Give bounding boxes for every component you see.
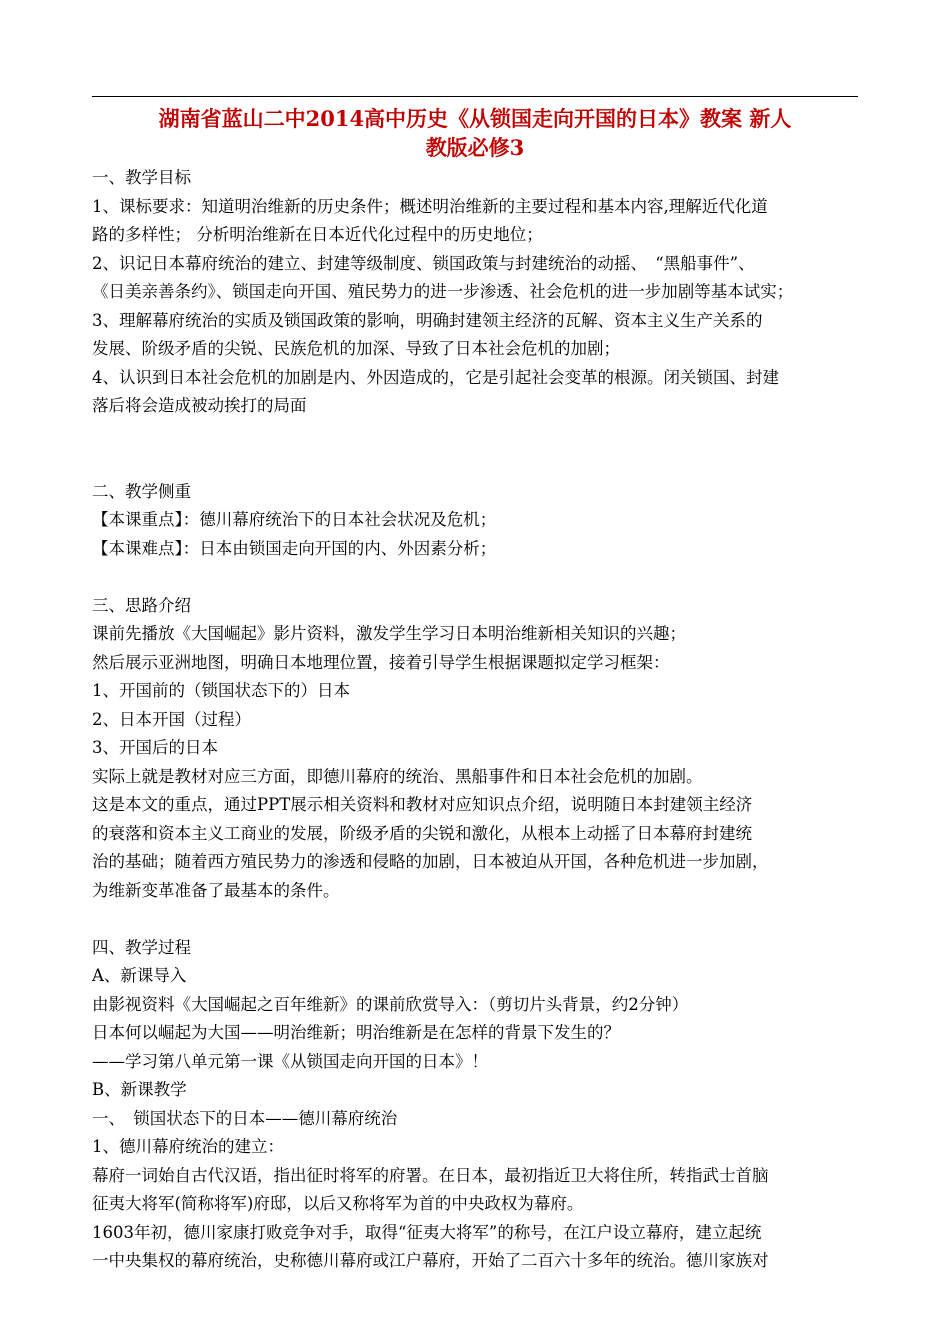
blank-line — [92, 563, 872, 592]
paragraph-line: 为维新变革准备了最基本的条件。 — [92, 880, 340, 900]
header-rule — [92, 96, 858, 97]
document-title — [92, 104, 858, 161]
paragraph-line: 路的多样性； 分析明治维新在日本近代化过程中的历史地位； — [92, 225, 543, 244]
paragraph-line: 1603年初，德川家康打败竞争对手，取得“征夷大将军”的称号，在江户设立幕府，建立起统 — [92, 1222, 762, 1242]
title-line-1: 湖南省蓝山二中2014高中历史《从锁国走向开国的日本》教案 新人 — [158, 106, 792, 131]
paragraph-line: 3、理解幕府统治的实质及锁国政策的影响，明确封建领主经济的瓦解、资本主义生产关系的 — [92, 310, 763, 330]
section-heading-process: 四、教学过程 — [92, 937, 191, 957]
section-heading-approach: 三、思路介绍 — [92, 595, 191, 615]
subheading: 1、德川幕府统治的建立： — [92, 1137, 284, 1156]
title-line-2: 教版必修3 — [425, 134, 525, 160]
paragraph-line: 征夷大将军(简称将军)府邸，以后又称将军为首的中央政权为幕府。 — [92, 1194, 584, 1213]
subheading: A、新课导入 — [92, 966, 187, 985]
paragraph-line: 1、课标要求：知道明治维新的历史条件；概述明治维新的主要过程和基本内容,理解近代化道 — [92, 196, 768, 216]
paragraph-line: ——学习第八单元第一课《从锁国走向开国的日本》！ — [92, 1051, 488, 1071]
paragraph-line: 的衰落和资本主义工商业的发展，阶级矛盾的尖锐和激化，从根本上动摇了日本幕府封建统 — [92, 823, 752, 843]
paragraph-line: 发展、阶级矛盾的尖锐、民族危机的加深、导致了日本社会危机的加剧； — [92, 339, 620, 358]
paragraph-line: 4、认识到日本社会危机的加剧是内、外因造成的，它是引起社会变革的根源。闭关锁国、封建 — [92, 367, 779, 387]
blank-line — [92, 905, 872, 934]
blank-line — [92, 449, 872, 478]
list-item: 2、日本开国（过程） — [92, 709, 251, 729]
paragraph-line: 幕府一词始自古代汉语，指出征时将军的府署。在日本，最初指近卫大将住所，转指武士首脑 — [92, 1165, 769, 1185]
paragraph-line: 一中央集权的幕府统治，史称德川幕府或江户幕府，开始了二百六十多年的统治。德川家族对 — [92, 1251, 769, 1270]
paragraph-line: 实际上就是教材对应三方面，即德川幕府的统治、黑船事件和日本社会危机的加剧。 — [92, 766, 703, 786]
paragraph-line: 落后将会造成被动挨打的局面 — [92, 396, 307, 415]
blank-line — [92, 421, 872, 450]
section-heading-focus: 二、教学侧重 — [92, 481, 191, 501]
paragraph-line: 治的基础；随着西方殖民势力的渗透和侵略的加剧，日本被迫从开国，各种危机进一步加剧， — [92, 852, 769, 871]
paragraph-line: 《日美亲善条约》、锁国走向开国、殖民势力的进一步渗透、社会危机的进一步加剧等基本试实； — [92, 282, 794, 301]
document-body — [92, 164, 872, 1276]
key-point-line: 【本课重点】：德川幕府统治下的日本社会状况及危机； — [92, 510, 497, 529]
paragraph-line: 由影视资料《大国崛起之百年维新》的课前欣赏导入：（剪切片头背景，约2分钟） — [92, 994, 689, 1014]
list-item: 3、开国后的日本 — [92, 738, 218, 757]
paragraph-line: 然后展示亚洲地图，明确日本地理位置，接着引导学生根据课题拟定学习框架： — [92, 652, 670, 672]
section-heading-goals: 一、教学目标 — [92, 168, 191, 187]
difficulty-line: 【本课难点】：日本由锁国走向开国的内、外因素分析； — [92, 538, 497, 558]
paragraph-line: 这是本文的重点，通过PPT展示相关资料和教材对应知识点介绍，说明随日本封建领主经济 — [92, 795, 753, 814]
paragraph-line: 课前先播放《大国崛起》影片资料，激发学生学习日本明治维新相关知识的兴趣； — [92, 624, 686, 643]
list-item: 1、开国前的（锁国状态下的）日本 — [92, 681, 350, 700]
paragraph-line: 日本何以崛起为大国——明治维新；明治维新是在怎样的背景下发生的？ — [92, 1023, 620, 1042]
paragraph-line: 2、识记日本幕府统治的建立、封建等级制度、锁国政策与封建统治的动摇、 “黑船事件”、 — [92, 253, 755, 273]
subheading: 一、 锁国状态下的日本——德川幕府统治 — [92, 1108, 398, 1128]
subheading: B、新课教学 — [92, 1080, 187, 1099]
